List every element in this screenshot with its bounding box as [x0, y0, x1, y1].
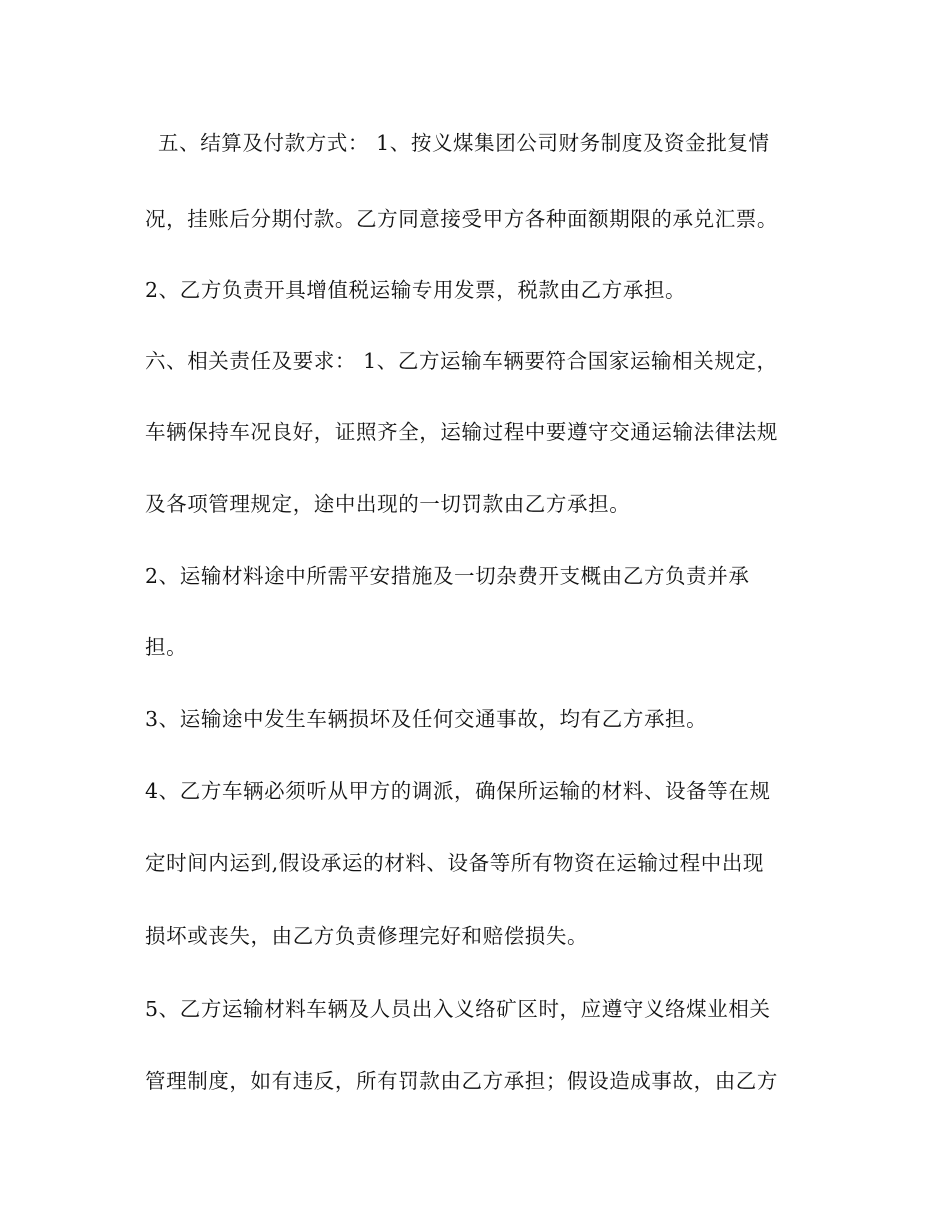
text-line: 及各项管理规定，途中出现的一切罚款由乙方承担。 [145, 492, 631, 516]
text-line: 2、运输材料途中所需平安措施及一切杂费开支概由乙方负责并承 [145, 564, 750, 588]
text-line: 5、乙方运输材料车辆及人员出入义络矿区时，应遵守义络煤业相关 [145, 997, 771, 1021]
text-line: 4、乙方车辆必须听从甲方的调派，确保所运输的材料、设备等在规 [145, 779, 771, 803]
text-line: 2、乙方负责开具增值税运输专用发票，税款由乙方承担。 [145, 278, 687, 302]
text-line: 3、运输途中发生车辆损坏及任何交通事故，均有乙方承担。 [145, 707, 708, 731]
text-line: 管理制度，如有违反，所有罚款由乙方承担；假设造成事故，由乙方 [145, 1069, 778, 1093]
text-line: 况，挂账后分期付款。乙方同意接受甲方各种面额期限的承兑汇票。 [145, 207, 778, 231]
text-line: 车辆保持车况良好，证照齐全，运输过程中要遵守交通运输法律法规 [145, 420, 778, 444]
text-line: 损坏或丧失，由乙方负责修理完好和赔偿损失。 [145, 924, 589, 948]
text-line: 五、结算及付款方式： 1、按义煤集团公司财务制度及资金批复情 [158, 131, 770, 155]
text-line: 担。 [145, 635, 188, 659]
text-line: 定时间内运到,假设承运的材料、设备等所有物资在运输过程中出现 [145, 851, 765, 875]
text-line: 六、相关责任及要求： 1、乙方运输车辆要符合国家运输相关规定， [145, 349, 778, 373]
